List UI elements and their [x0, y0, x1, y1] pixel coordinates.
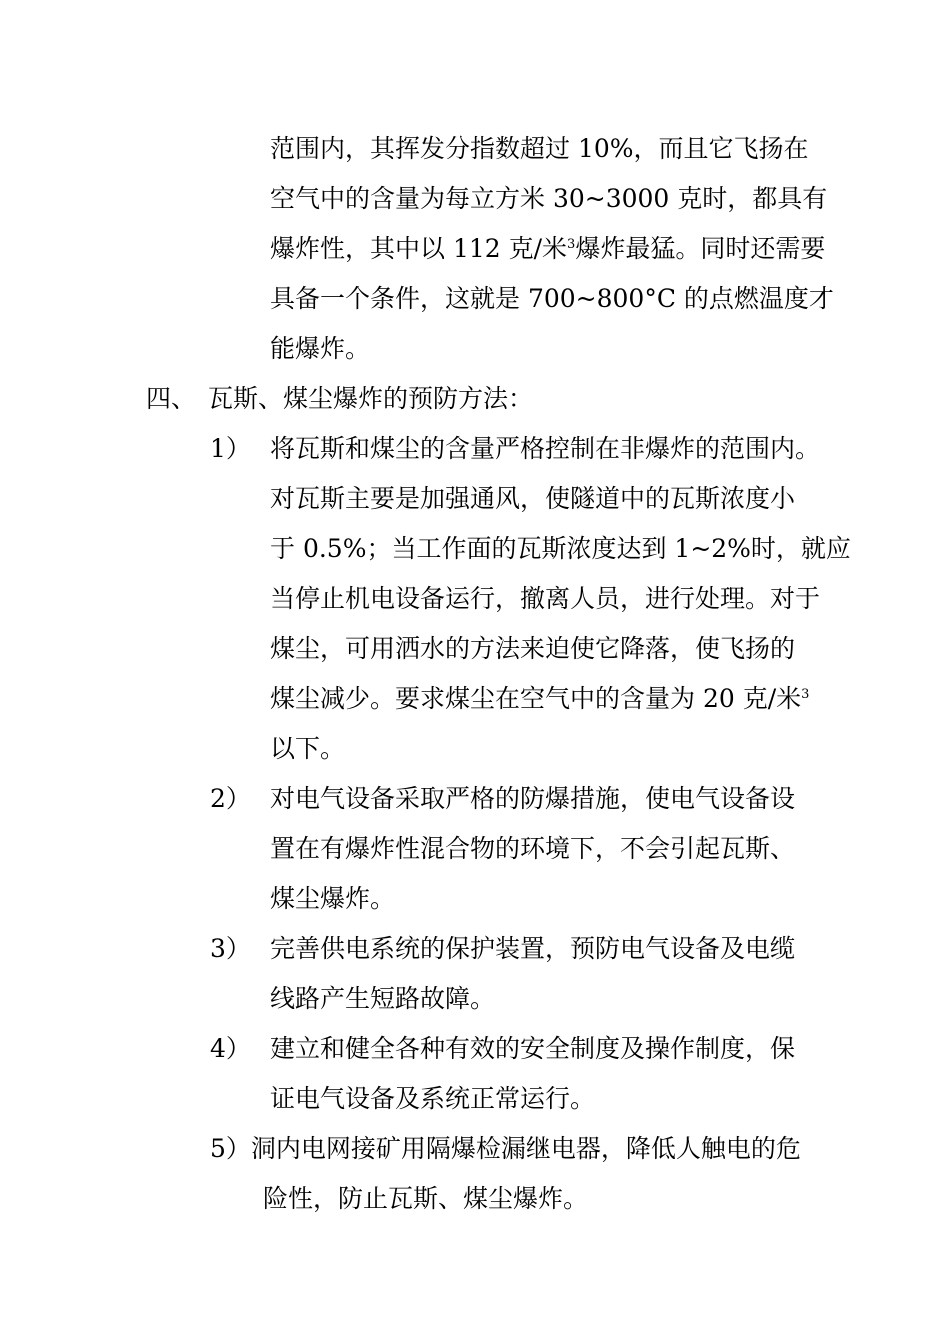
item-1-number: 1）: [210, 434, 251, 463]
item-5-line-1: [210, 1132, 801, 1166]
intro-line-1: 范围内，其挥发分指数超过 10%，而且它飞扬在: [270, 134, 809, 163]
intro-line-5: 能爆炸。: [270, 334, 371, 363]
section-4-heading: [146, 382, 533, 416]
item-5-line-1-text: 洞内电网接矿用隔爆检漏继电器，降低人触电的危: [250, 1134, 801, 1163]
item-4-number: 4）: [210, 1034, 251, 1063]
item-5-number: 5）: [210, 1134, 251, 1163]
item-1-line-6: [270, 682, 809, 716]
item-1-line-3: 于 0.5%；当工作面的瓦斯浓度达到 1~2%时，就应: [270, 534, 851, 563]
item-2-line-3: 煤尘爆炸。: [270, 884, 396, 913]
intro-line-2: 空气中的含量为每立方米 30~3000 克时，都具有: [270, 184, 828, 213]
intro-line-3-text: 爆炸性，其中以 112 克/米: [270, 234, 568, 263]
superscript-3: 3: [801, 687, 810, 702]
item-4-line-1: 建立和健全各种有效的安全制度及操作制度，保: [270, 1034, 796, 1063]
item-3-line-1: 完善供电系统的保护装置，预防电气设备及电缆: [270, 934, 796, 963]
item-1-line-6-text: 煤尘减少。要求煤尘在空气中的含量为 20 克/米: [270, 684, 802, 713]
item-1-line-7: 以下。: [270, 734, 346, 763]
item-1-line-4: 当停止机电设备运行，撤离人员，进行处理。对于: [270, 584, 821, 613]
section-4-title: 瓦斯、煤尘爆炸的预防方法：: [207, 384, 533, 413]
item-2-line-2: 置在有爆炸性混合物的环境下，不会引起瓦斯、: [270, 834, 796, 863]
item-4-line-2: 证电气设备及系统正常运行。: [270, 1084, 596, 1113]
intro-line-4: 具备一个条件，这就是 700~800°C 的点燃温度才: [270, 284, 834, 313]
item-3-line-2: 线路产生短路故障。: [270, 984, 496, 1013]
item-5-line-2: 险性，防止瓦斯、煤尘爆炸。: [263, 1184, 589, 1213]
item-1-line-5: 煤尘，可用洒水的方法来迫使它降落，使飞扬的: [270, 634, 796, 663]
item-2-number: 2）: [210, 784, 251, 813]
intro-line-3: [270, 232, 825, 266]
intro-line-3-rest: 爆炸最猛。同时还需要: [575, 234, 826, 263]
section-4-number: 四、: [146, 384, 197, 413]
item-1-line-1: 将瓦斯和煤尘的含量严格控制在非爆炸的范围内。: [270, 434, 821, 463]
item-2-line-1: 对电气设备采取严格的防爆措施，使电气设备设: [270, 784, 796, 813]
superscript-3: 3: [567, 237, 576, 252]
item-3-number: 3）: [210, 934, 251, 963]
item-1-line-2: 对瓦斯主要是加强通风，使隧道中的瓦斯浓度小: [270, 484, 796, 513]
